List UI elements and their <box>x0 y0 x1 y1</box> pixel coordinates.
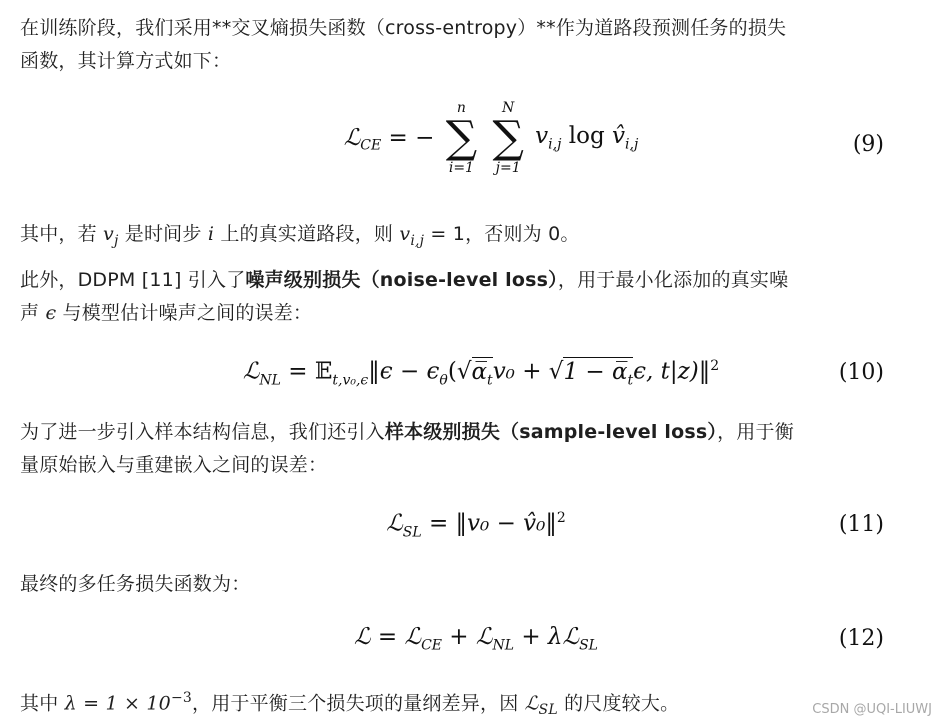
sample-line-1 <box>20 416 900 449</box>
theta-subscript: θ <box>439 372 448 389</box>
text-segment: ，用于平衡三个损失项的量纲差异，因 <box>192 692 525 715</box>
text-segment: 声 <box>20 302 46 324</box>
equation-number: (9) <box>852 132 884 157</box>
equation-11-rhs: = ‖v₀ − v̂₀‖ <box>421 510 557 537</box>
sample-line-2: 量原始嵌入与重建嵌入之间的误差： <box>20 454 328 476</box>
text-segment: 此外，DDPM [11] 引入了 <box>20 269 246 291</box>
sample-loss-term: 样本级别损失（sample-level loss） <box>384 421 718 443</box>
plus-nl: + ℒ <box>442 624 493 650</box>
lambda-paragraph <box>20 682 900 727</box>
norm-open: ‖ϵ − ϵ <box>368 358 440 385</box>
text-segment: 其中 <box>20 692 65 715</box>
math-i: i <box>207 223 215 245</box>
one-minus-alpha: 1 − α̅ <box>563 358 628 385</box>
loss-subscript: SL <box>402 524 422 541</box>
equals-sign: = <box>280 358 315 385</box>
v0-plus: v₀ + <box>492 358 549 385</box>
noise-line-1 <box>20 264 900 297</box>
definition-paragraph <box>20 218 900 258</box>
norm-close: ϵ, t|z)‖ <box>633 358 711 385</box>
expectation-subscript: t,v₀,ϵ <box>332 372 369 389</box>
math-loss-subscript: SL <box>538 702 558 719</box>
noise-line-2 <box>20 297 900 330</box>
equation-11-body <box>0 510 942 540</box>
square-exponent: 2 <box>556 510 566 526</box>
term-v-subscript: i,j <box>548 136 562 153</box>
log-operator: log <box>561 123 613 150</box>
equation-9 <box>0 100 942 198</box>
equation-number: (12) <box>838 626 884 651</box>
total-loss-symbol: ℒ = ℒ <box>354 624 422 650</box>
sample-loss-paragraph <box>20 416 900 482</box>
text-segment: 其中，若 <box>20 223 104 245</box>
sum-j-lower: j=1 <box>495 160 521 176</box>
expectation-symbol: 𝔼 <box>314 358 333 385</box>
sigma-symbol: ∑ <box>445 112 478 163</box>
square-exponent: 2 <box>710 358 720 374</box>
alpha-subscript: t <box>627 372 634 389</box>
equation-number: (11) <box>838 512 884 537</box>
equation-11 <box>0 508 942 548</box>
text-segment: 是时间步 <box>118 223 208 245</box>
math-vij: v <box>399 223 411 245</box>
equation-number: (10) <box>838 360 884 385</box>
loss-symbol: ℒ <box>242 358 260 385</box>
sl-subscript: SL <box>579 637 598 654</box>
text-segment: 的尺度较大。 <box>557 692 680 715</box>
loss-subscript: NL <box>259 372 281 389</box>
term-vhat: v̂ <box>612 123 626 150</box>
paren-open: ( <box>447 358 457 385</box>
intro-line-1: 在训练阶段，我们采用**交叉熵损失函数（cross-entropy）**作为道路段预测任务的损失 <box>20 17 787 39</box>
intro-line-2: 函数，其计算方式如下： <box>20 50 232 72</box>
watermark: CSDN @UQI-LIUWJ <box>812 702 932 717</box>
math-epsilon: ϵ <box>45 302 57 324</box>
text-segment: 与模型估计噪声之间的误差： <box>56 302 313 324</box>
math-exponent: −3 <box>170 690 192 706</box>
text-segment: = 1，否则为 0。 <box>424 223 580 245</box>
sum-j <box>492 100 523 176</box>
text-segment: 上的真实道路段，则 <box>214 223 400 245</box>
sum-i <box>446 100 477 176</box>
sum-i-upper: n <box>456 100 466 116</box>
term-vhat-subscript: i,j <box>625 136 639 153</box>
equation-10-body <box>0 358 942 388</box>
text-segment: ，用于衡 <box>717 421 794 443</box>
alpha-bar: α̅ <box>471 358 488 385</box>
loss-symbol: ℒ <box>386 510 403 537</box>
equation-12 <box>0 622 942 662</box>
equals-minus: = − <box>381 125 435 151</box>
equation-9-body <box>0 100 942 176</box>
equation-10 <box>0 354 942 398</box>
noise-loss-paragraph <box>20 264 900 330</box>
math-v: v <box>103 223 114 245</box>
term-v: v <box>535 123 549 150</box>
nl-subscript: NL <box>492 637 515 654</box>
text-segment: ，用于最小化添加的真实噪 <box>557 269 789 291</box>
alpha-subscript: t <box>487 372 493 389</box>
plus-lambda-sl: + λℒ <box>514 624 580 650</box>
noise-loss-term: 噪声级别损失（noise-level loss） <box>245 269 558 291</box>
sigma-symbol: ∑ <box>492 112 524 163</box>
final-loss-paragraph: 最终的多任务损失函数为： <box>20 573 251 595</box>
sum-i-lower: i=1 <box>448 160 474 176</box>
sqrt-symbol: √ <box>456 358 472 385</box>
math-lambda: λ = 1 × 10 <box>64 692 171 715</box>
math-v-subscript: j <box>113 232 119 249</box>
loss-subscript: CE <box>360 137 382 154</box>
equation-12-body <box>0 624 942 654</box>
math-loss: ℒ <box>524 692 539 715</box>
loss-symbol: ℒ <box>343 125 361 151</box>
intro-paragraph <box>20 12 900 78</box>
ce-subscript: CE <box>421 637 442 654</box>
math-vij-subscript: i,j <box>410 232 425 249</box>
text-segment: 为了进一步引入样本结构信息，我们还引入 <box>20 421 385 443</box>
sum-j-upper: N <box>502 100 515 116</box>
sqrt-symbol: √ <box>548 358 564 385</box>
